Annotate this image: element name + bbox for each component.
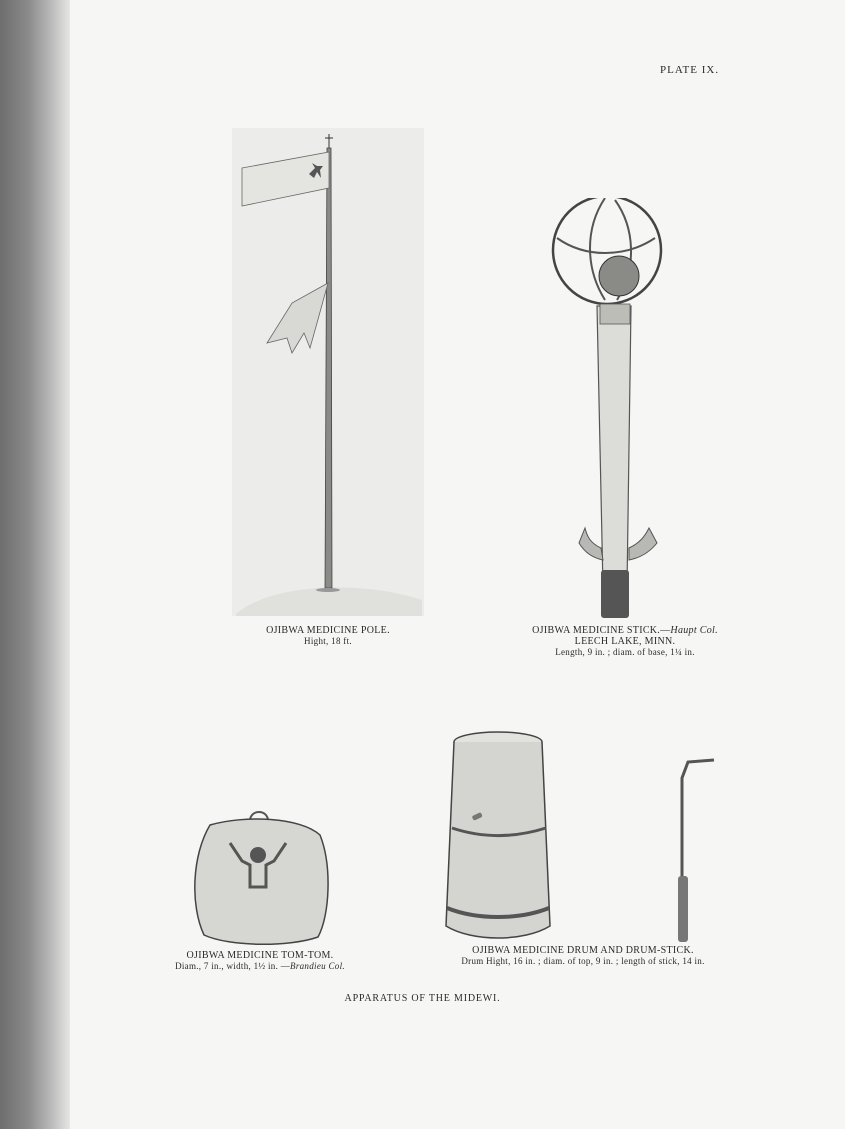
tomtom-title: OJIBWA MEDICINE TOM-TOM. <box>186 950 334 961</box>
pole-detail: Hight, 18 ft. <box>304 636 352 646</box>
plate-caption: APPARATUS OF THE MIDEWI. <box>344 993 501 1004</box>
medicine-drum-caption <box>428 945 738 967</box>
stick-collection: Haupt Col. <box>670 625 718 636</box>
pole-title: OJIBWA MEDICINE POLE. <box>266 625 390 636</box>
plate-number: PLATE IX. <box>660 64 720 76</box>
stick-place: LEECH LAKE, MINN. <box>574 636 676 647</box>
drum-title: OJIBWA MEDICINE DRUM AND DRUM-STICK. <box>472 945 694 956</box>
stick-title: OJIBWA MEDICINE STICK.— <box>532 625 671 636</box>
medicine-stick-caption <box>510 625 740 658</box>
medicine-tomtom-illustration <box>190 805 330 950</box>
drum-detail: Drum Hight, 16 in. ; diam. of top, 9 in. ; length of stick, 14 in. <box>461 956 705 966</box>
tomtom-detail: Diam., 7 in., width, 1½ in. — <box>175 961 291 971</box>
medicine-pole-illustration <box>232 128 424 616</box>
medicine-pole-caption <box>232 625 424 647</box>
medicine-drum-illustration <box>442 728 554 946</box>
book-spine-shadow <box>0 0 70 1129</box>
stick-detail: Length, 9 in. ; diam. of base, 1¼ in. <box>555 647 695 657</box>
tomtom-collection: Brandieu Col. <box>290 961 345 971</box>
drum-stick-illustration <box>676 758 720 946</box>
medicine-stick-illustration <box>545 198 675 623</box>
medicine-tomtom-caption <box>155 950 365 972</box>
